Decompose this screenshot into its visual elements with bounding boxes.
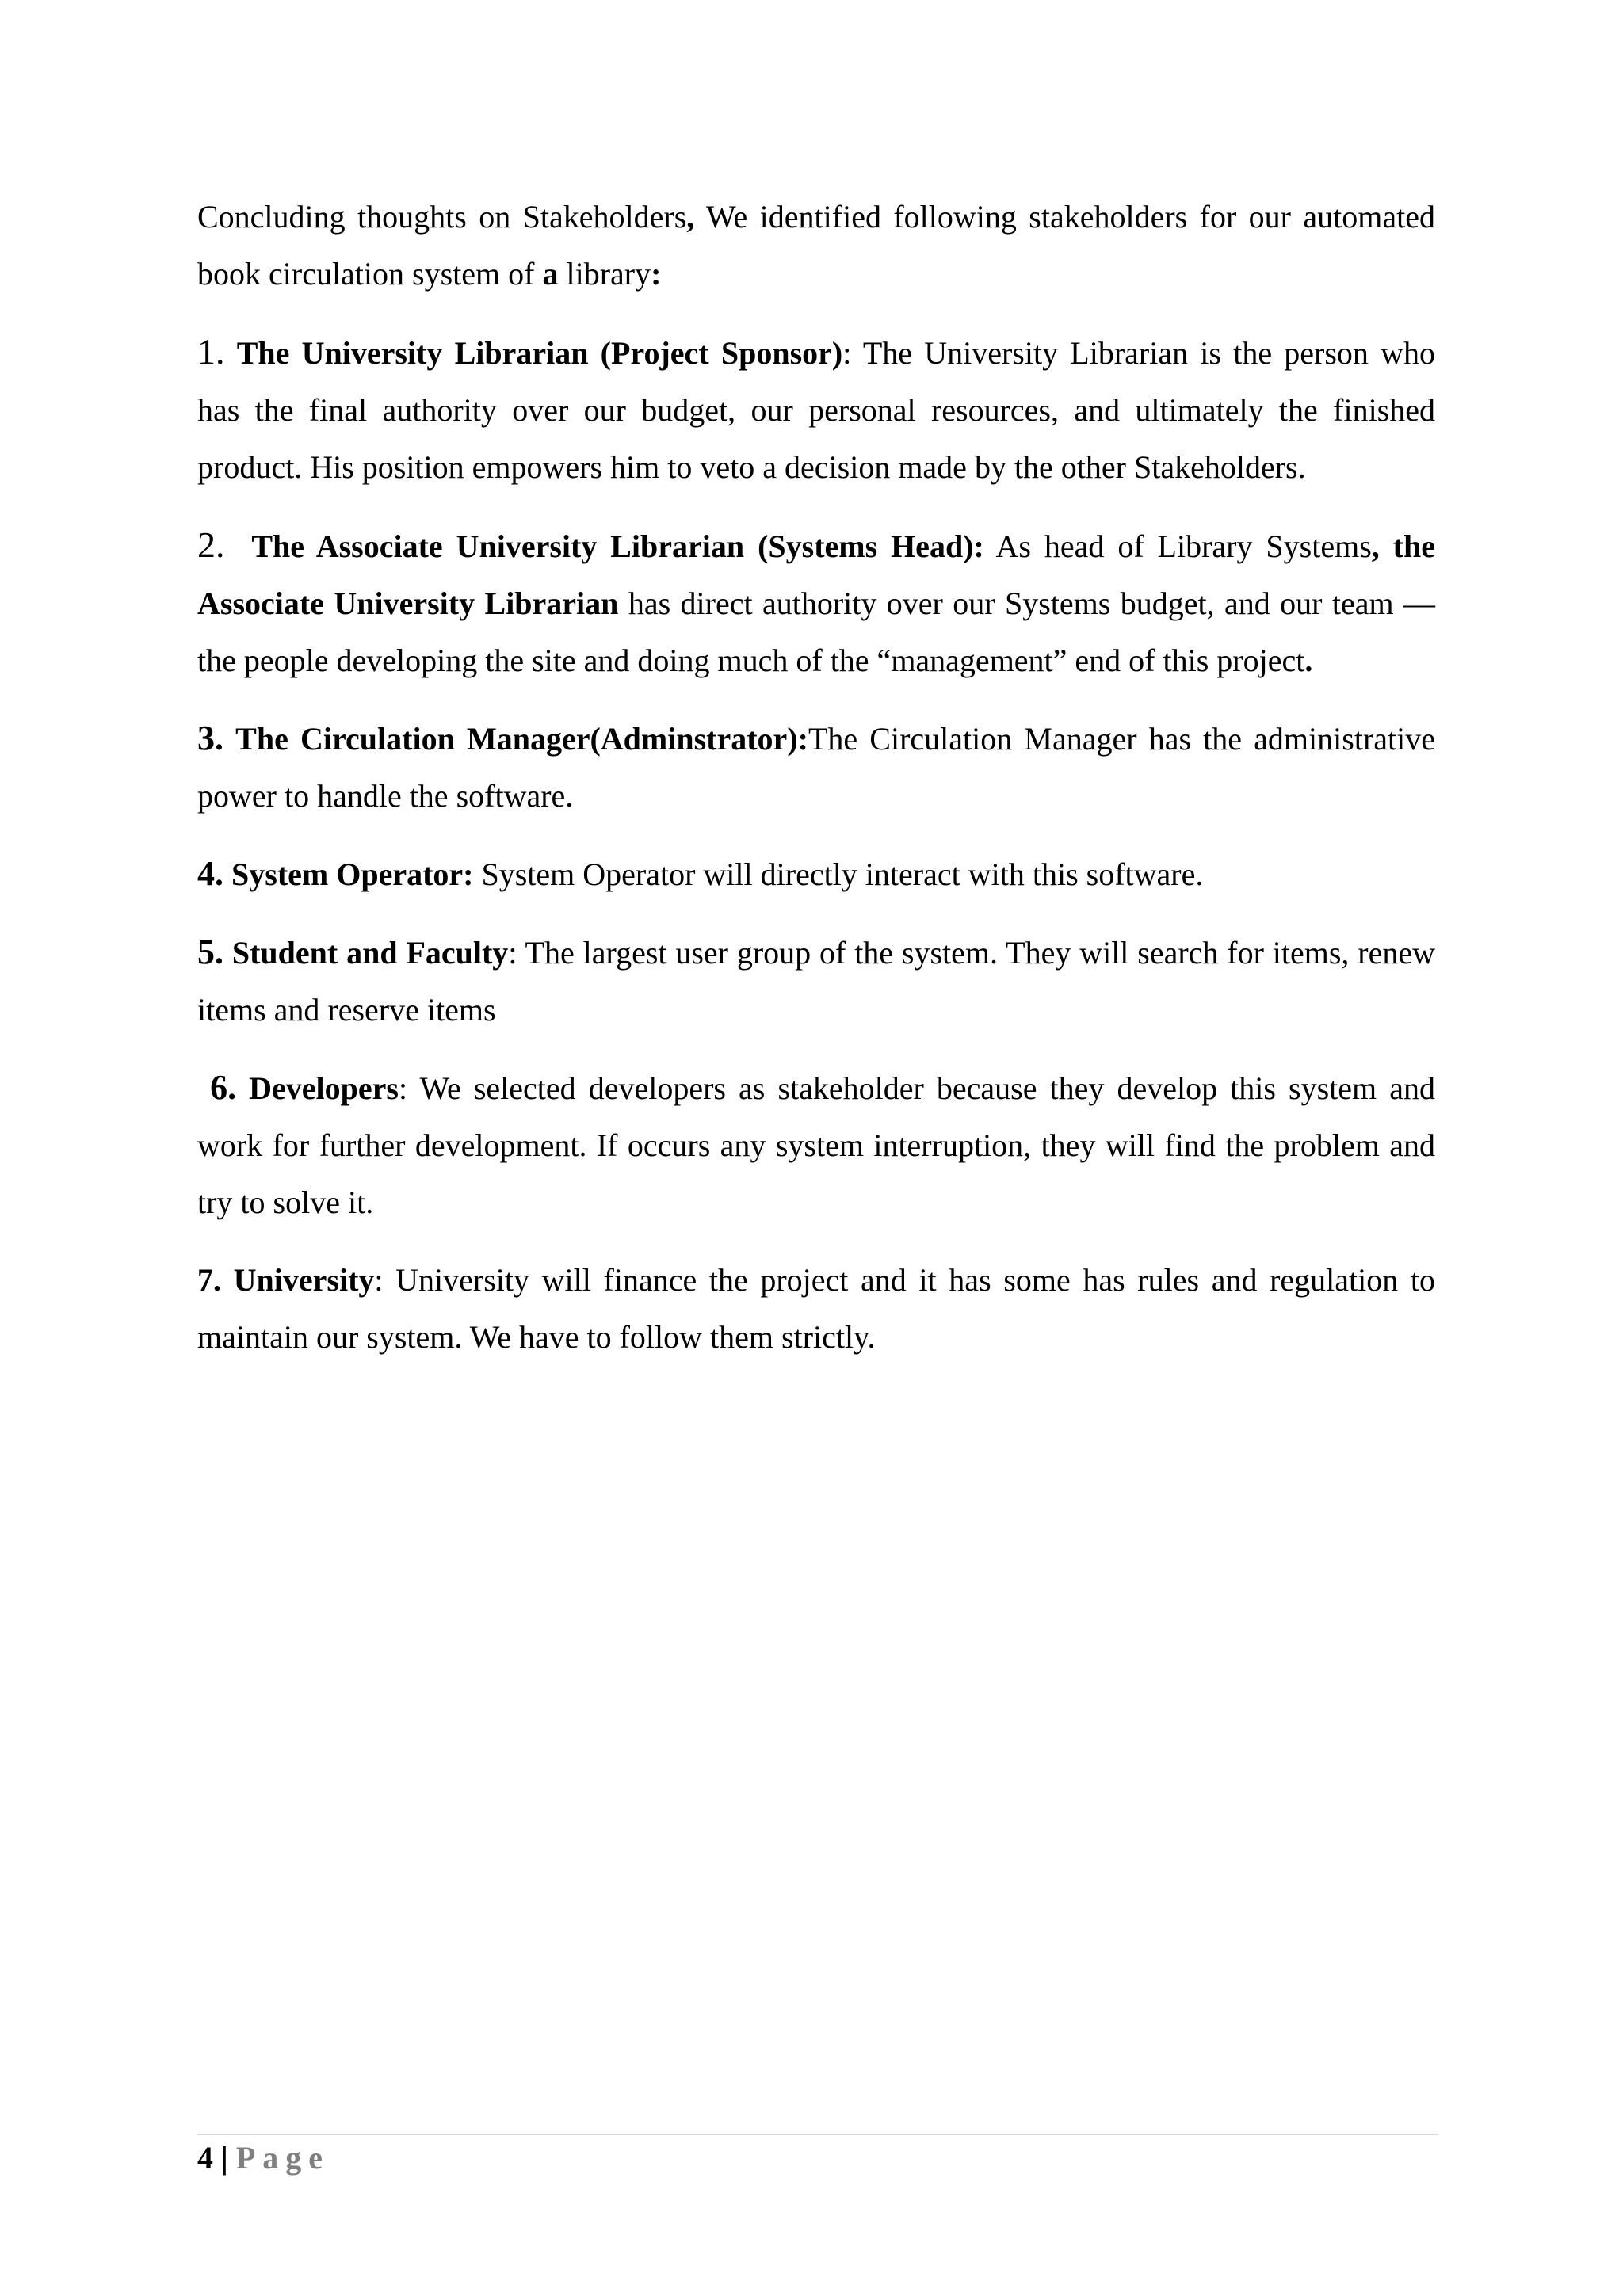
item-description: : University will finance the project and it has some has rules and regulation to maintain our system. We have to follow them strictly. [197, 1262, 1435, 1355]
item-description: System Operator will directly interact with this software. [473, 856, 1204, 892]
stakeholder-item-3 [197, 710, 1435, 825]
item-heading: The University Librarian (Project Sponsor) [236, 335, 843, 371]
intro-bold-a: a [542, 256, 559, 292]
item-heading: University [233, 1262, 375, 1298]
page-footer [197, 2136, 330, 2180]
item-number: 4. [197, 854, 223, 893]
stakeholder-item-7 [197, 1252, 1435, 1366]
stakeholder-item-4 [197, 845, 1435, 903]
item-number: 3. [197, 719, 223, 757]
item-heading: The Circulation Manager(Adminstrator): [235, 721, 808, 757]
intro-text-end: library [558, 256, 651, 292]
footer-divider [197, 2134, 1438, 2135]
footer-separator: | [221, 2140, 228, 2176]
item-number: 2. [197, 524, 225, 565]
page-label: Page [235, 2140, 330, 2176]
stakeholder-item-1 [197, 323, 1435, 496]
intro-comma: , [686, 199, 695, 235]
item-number: 7. [197, 1262, 221, 1298]
item-bold-inline: , the Associate University Librarian [197, 528, 1435, 621]
item-heading: The Associate University Librarian (Systems Head): [251, 528, 984, 564]
page-number: 4 [197, 2140, 213, 2176]
item-number: 1. [197, 331, 225, 372]
item-description-continued: has direct authority over our Systems budget, and our team — the people developing the site and doing much of the “management” end of this project [197, 585, 1436, 678]
intro-text-start: Concluding thoughts on Stakeholders [197, 199, 687, 235]
item-description: As head of Library Systems [983, 528, 1372, 564]
stakeholder-item-5 [197, 924, 1435, 1039]
document-body [197, 189, 1435, 1386]
item-description: : The University Librarian is the person who has the final authority over our budget, our personal resources, and ultimately the finished product. His position empowers him to veto a decision made by the other Stakeholders. [197, 335, 1436, 485]
item-number: 5. [197, 933, 223, 971]
item-description: : The largest user group of the system. They will search for items, renew items and reserve items [197, 935, 1436, 1028]
item-heading: Student and Faculty [231, 935, 509, 971]
item-heading: System Operator: [231, 856, 474, 892]
intro-colon: : [651, 256, 662, 292]
item-description: The Circulation Manager has the administrative power to handle the software. [197, 721, 1436, 814]
stakeholder-item-2 [197, 517, 1435, 689]
intro-text-middle: We identified following stakeholders for our automated book circulation system of [197, 199, 1435, 292]
item-number: 6. [210, 1068, 237, 1107]
item-description: : We selected developers as stakeholder because they develop this system and work for further development. If occurs any system interruption, they will find the problem and try to solve it. [197, 1070, 1435, 1220]
stakeholder-item-6 [197, 1059, 1435, 1231]
item-bold-period: . [1304, 643, 1313, 678]
intro-paragraph [197, 189, 1435, 303]
item-heading: Developers [249, 1070, 399, 1106]
